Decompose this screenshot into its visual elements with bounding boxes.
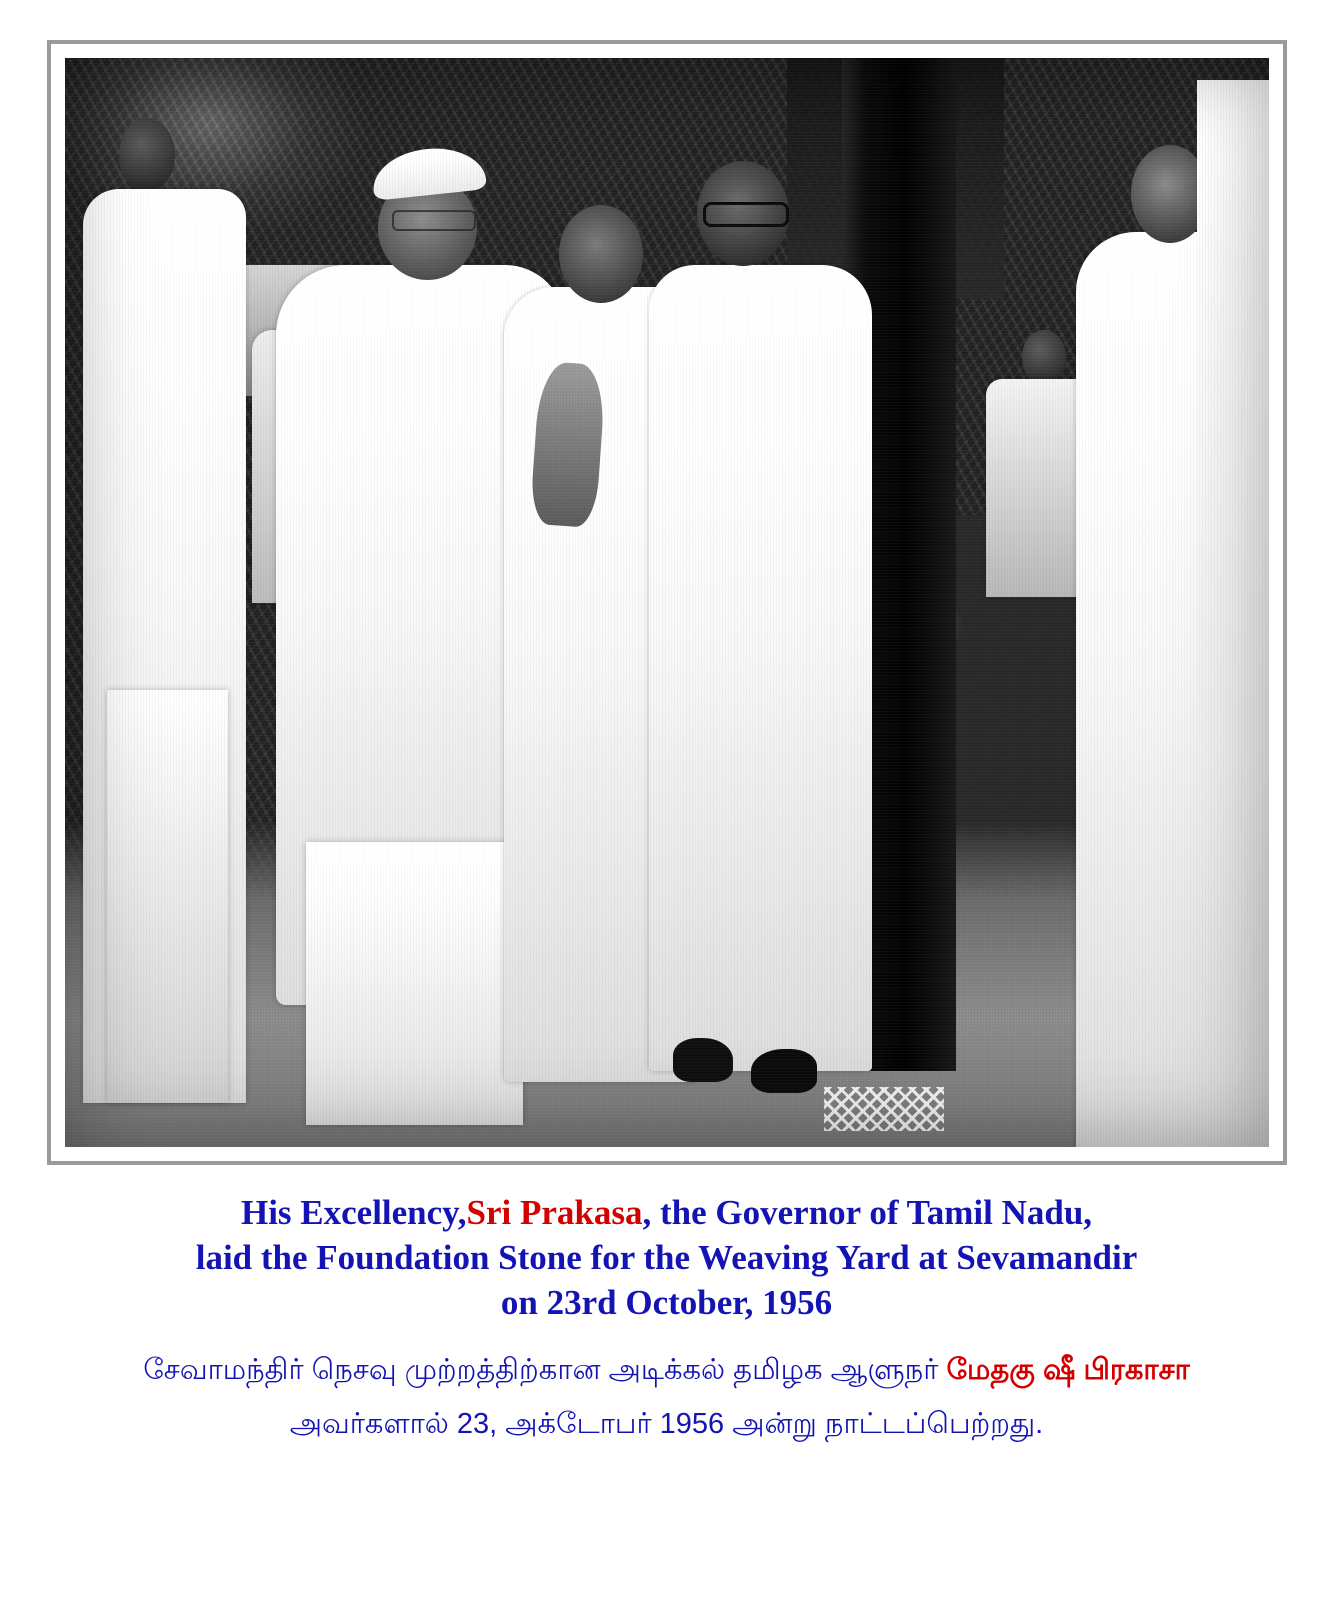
governor-dhoti bbox=[306, 842, 523, 1125]
woman-head bbox=[559, 205, 643, 303]
historical-photograph bbox=[65, 58, 1269, 1147]
caption-english-line-2: laid the Foundation Stone for the Weaving Yard at Sevamandir bbox=[195, 1238, 1138, 1277]
caption-tamil-line-1 bbox=[0, 1343, 1333, 1397]
left-man-dhoti bbox=[107, 690, 227, 1104]
governor-spectacles-icon bbox=[392, 210, 475, 230]
caption-english-line-1 bbox=[0, 1190, 1333, 1235]
caption-ta-highlight: மேதகு ஷீ பிரகாசா bbox=[946, 1354, 1190, 1386]
suited-man-right-shoe bbox=[751, 1049, 817, 1093]
caption-en-part1: His Excellency, bbox=[240, 1193, 467, 1232]
crowd-man-head bbox=[1022, 330, 1065, 384]
kolam-pattern bbox=[824, 1087, 944, 1131]
suited-man-spectacles-icon bbox=[703, 202, 788, 228]
photo-frame bbox=[47, 40, 1287, 1165]
suited-man-left-shoe bbox=[673, 1038, 733, 1082]
suited-man-body bbox=[649, 265, 872, 1071]
left-man-head bbox=[119, 118, 174, 192]
caption-tamil bbox=[0, 1343, 1333, 1451]
caption-english bbox=[0, 1190, 1333, 1325]
caption-en-part2: , the Governor of Tamil Nadu, bbox=[642, 1193, 1093, 1232]
caption-ta-part1: சேவாமந்திர் நெசவு முற்றத்திற்கான அடிக்கல் தமிழக ஆளுநர் bbox=[143, 1354, 947, 1386]
hanging-cloth bbox=[1197, 80, 1269, 733]
caption-block bbox=[0, 1190, 1333, 1451]
caption-en-highlight: Sri Prakasa bbox=[466, 1193, 643, 1232]
caption-tamil-line-2: அவர்களால் 23, அக்டோபர் 1956 அன்று நாட்டப்பெற்றது. bbox=[289, 1408, 1044, 1440]
caption-english-line-3: on 23rd October, 1956 bbox=[500, 1283, 833, 1322]
